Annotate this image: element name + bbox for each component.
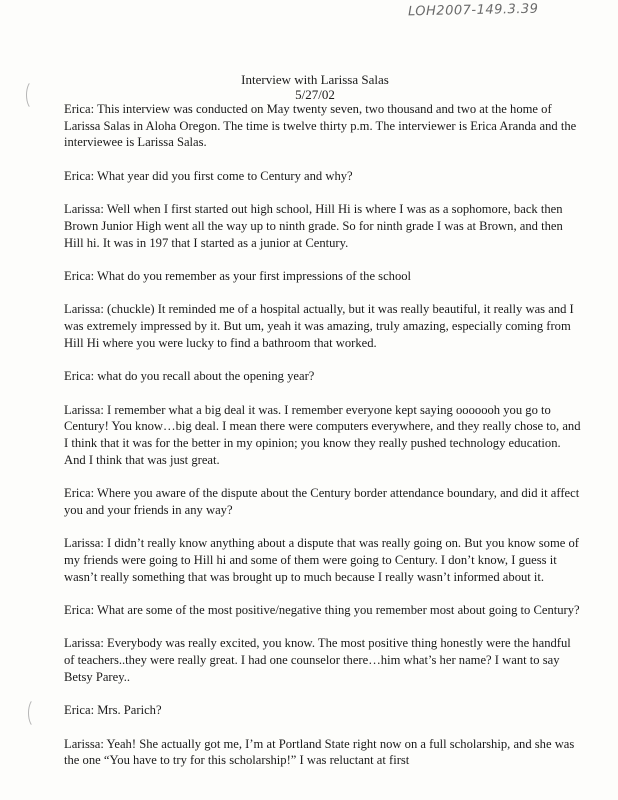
accession-number: LOH2007-149.3.39 bbox=[407, 1, 539, 20]
hole-punch-mark bbox=[28, 698, 43, 728]
transcript-paragraph: Erica: What do you remember as your first impressions of the school bbox=[64, 268, 412, 283]
transcript-paragraph: Erica: What are some of the most positive/negative thing you remember most about going to Century? bbox=[64, 602, 580, 617]
transcript-paragraph: Larissa: I didn’t really know anything about a dispute that was really going on. But you know some of my friends were going to Hill hi and some of them were going to Century. I don’t know, I guess it wasn’t really something that was brought up to much because I really wasn’t informed about it. bbox=[64, 536, 579, 584]
transcript-paragraph: Erica: Where you aware of the dispute about the Century border attendance boundary, and did it affect you and your friends in any way? bbox=[64, 486, 580, 517]
transcript-paragraph: Erica: What year did you first come to Century and why? bbox=[64, 168, 353, 183]
document-date: 5/27/02 bbox=[295, 87, 335, 102]
document-title: Interview with Larissa Salas bbox=[241, 72, 389, 87]
transcript-paragraph: Larissa: (chuckle) It reminded me of a hospital actually, but it was really beautiful, it really was and I was extremely impressed by it. But um, yeah it was amazing, truly amazing, especially coming from Hill Hi where you were lucky to find a bathroom that worked. bbox=[64, 302, 574, 350]
transcript-paragraph: Erica: what do you recall about the opening year? bbox=[64, 369, 315, 384]
transcript-body bbox=[64, 101, 584, 786]
transcript-paragraph: Erica: This interview was conducted on May twenty seven, two thousand and two at the home of Larissa Salas in Aloha Oregon. The time is twelve thirty p.m. The interviewer is Erica Aranda and the interviewee is Larissa Salas. bbox=[64, 102, 577, 150]
transcript-paragraph: Larissa: I remember what a big deal it was. I remember everyone kept saying ooooooh you go to Century! You know…big deal. I mean there were computers everywhere, and they really chose to, and I think that it was for the better in my opinion; you know they really pushed technology education. And I think that was just great. bbox=[64, 402, 581, 467]
transcript-paragraph: Erica: Mrs. Parich? bbox=[64, 703, 162, 718]
transcript-paragraph: Larissa: Everybody was really excited, you know. The most positive thing honestly were the handful of teachers..they were really great. I had one counselor there…him what’s her name? I want to say Betsy Parey.. bbox=[64, 636, 571, 684]
transcript-paragraph: Larissa: Well when I first started out high school, Hill Hi is where I was as a sophomore, back then Brown Junior High went all the way up to ninth grade. So for ninth grade I was at Brown, and then Hill hi. It was in 197 that I started as a junior at Century. bbox=[64, 202, 563, 250]
transcript-paragraph: Larissa: Yeah! She actually got me, I’m at Portland State right now on a full scholarship, and she was the one “You have to try for this scholarship!” I was reluctant at first bbox=[64, 736, 575, 768]
